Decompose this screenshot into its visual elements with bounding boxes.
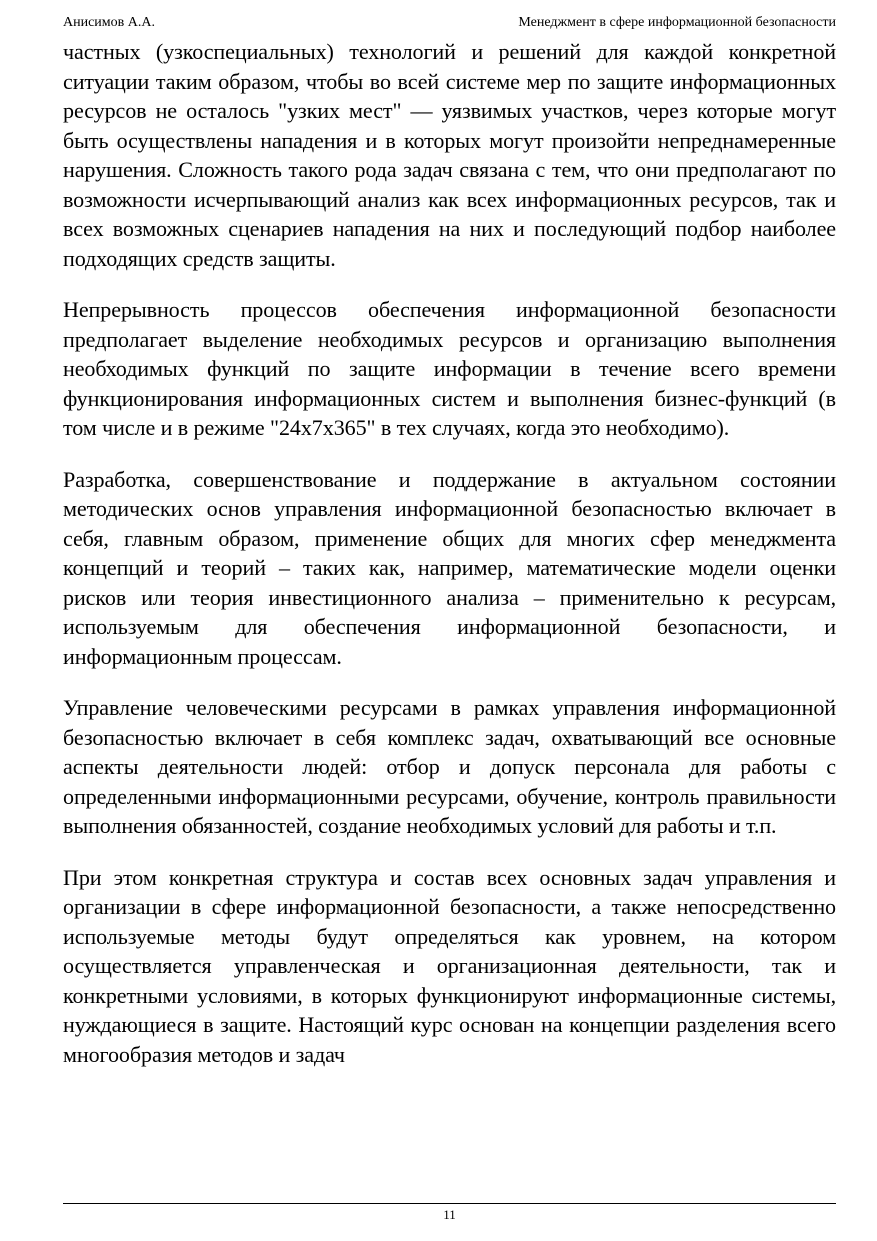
page-header: [63, 13, 836, 33]
header-author: Анисимов А.А.: [63, 15, 155, 30]
paragraph: Разработка, совершенствование и поддержание в актуальном состоянии методических основ управления информационной безопасностью включает в себя, главным образом, применение общих для многих сфер менеджмента концепций и теорий – таких как, например, математические модели оценки рисков или теория инвестиционного анализа – применительно к ресурсам, используемым для обеспечения информационной безопасности, и информационным процессам.: [63, 466, 836, 669]
page-number: 11: [443, 1207, 456, 1222]
document-body: [63, 37, 836, 1091]
paragraph: При этом конкретная структура и состав всех основных задач управления и организации в сфере информационной безопасности, а также непосредственно используемые методы будут определяться как уровнем, на котором осуществляется управленческая и организационная деятельности, так и конкретными условиями, в которых функционируют информационные системы, нуждающиеся в защите. Настоящий курс основан на концепции разделения всего многообразия методов и задач: [63, 864, 836, 1067]
footer-divider: [63, 1203, 836, 1204]
paragraph: Управление человеческими ресурсами в рамках управления информационной безопасностью включает в себя комплекс задач, охватывающий все основные аспекты деятельности людей: отбор и допуск персонала для работы с определенными информационными ресурсами, обучение, контроль правильности выполнения обязанностей, создание необходимых условий для работы и т.п.: [63, 695, 836, 838]
header-title: Менеджмент в сфере информационной безопасности: [518, 15, 836, 30]
paragraph: частных (узкоспециальных) технологий и решений для каждой конкретной ситуации таким образом, чтобы во всей системе мер по защите информационных ресурсов не осталось "узких мест" — уязвимых участков, через которые могут быть осуществлены нападения и в которых могут произойти непреднамеренные нарушения. Сложность такого рода задач связана с тем, что они предполагают по возможности исчерпывающий анализ как всех информационных ресурсов, так и всех возможных сценариев нападения на них и последующий подбор наиболее подходящих средств защиты.: [63, 39, 836, 271]
paragraph: Непрерывность процессов обеспечения информационной безопасности предполагает выделение необходимых ресурсов и организацию выполнения необходимых функций по защите информации в течение всего времени функционирования информационных систем и выполнения бизнес-функций (в том числе и в режиме "24х7х365" в тех случаях, когда это необходимо).: [63, 297, 836, 440]
